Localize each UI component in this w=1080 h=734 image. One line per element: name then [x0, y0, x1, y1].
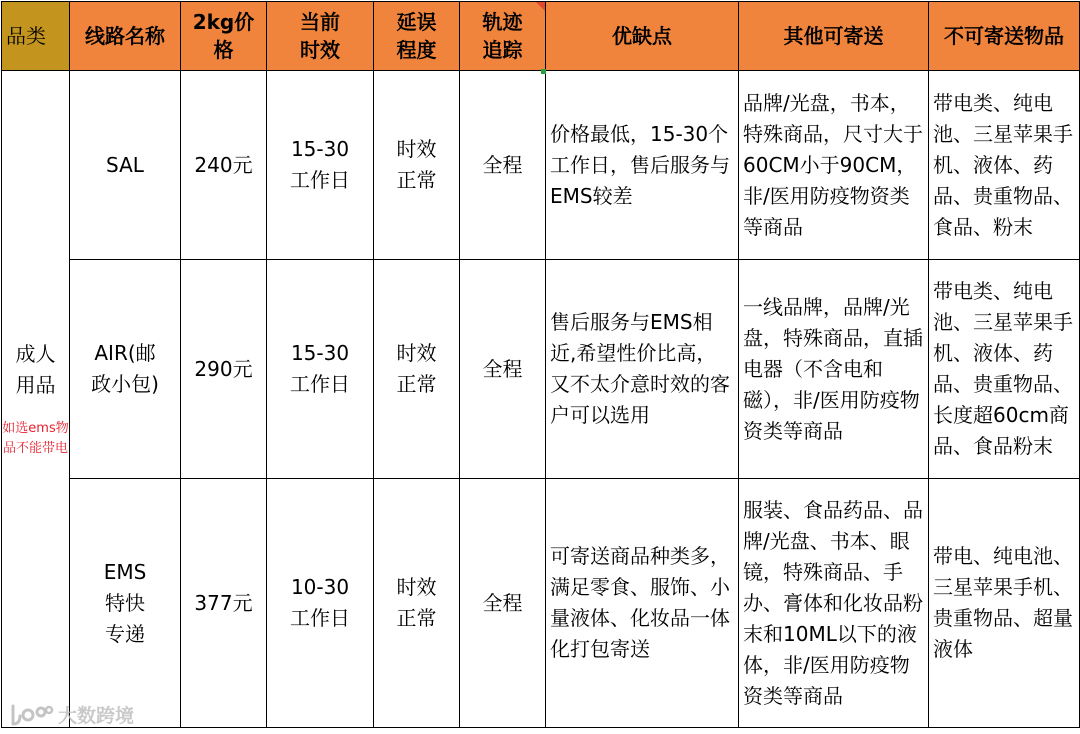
- forbidden-cell: 带电、纯电池、三星苹果手机、贵重物品、超量液体: [929, 479, 1080, 728]
- time-cell: 15-30 工作日: [267, 71, 374, 260]
- forbidden-cell: 带电类、纯电池、三星苹果手机、液体、药品、贵重物品、长度超60cm商品、食品粉末: [929, 260, 1080, 479]
- route-cell: EMS 特快 专递: [70, 479, 181, 728]
- delay-cell: 时效 正常: [374, 479, 460, 728]
- header-delay: 延误 程度: [374, 2, 460, 71]
- brand-logo-icon: [8, 702, 54, 728]
- pros-cell: 可寄送商品种类多，满足零食、服饰、小量液体、化妆品一体化打包寄送: [546, 479, 739, 728]
- header-time: 当前 时效: [267, 2, 374, 71]
- time-cell: 10-30 工作日: [267, 479, 374, 728]
- watermark: [8, 701, 134, 728]
- pros-cell: 售后服务与EMS相近,希望性价比高，又不太介意时效的客户可以选用: [546, 260, 739, 479]
- price-cell: 240元: [181, 71, 267, 260]
- time-cell: 15-30 工作日: [267, 260, 374, 479]
- table-row: [2, 260, 1080, 479]
- delay-cell: 时效 正常: [374, 260, 460, 479]
- table-row: [2, 479, 1080, 728]
- cell-marker: [541, 69, 546, 74]
- tracking-cell: 全程: [460, 260, 546, 479]
- price-cell: 377元: [181, 479, 267, 728]
- price-cell: 290元: [181, 260, 267, 479]
- tracking-cell: 全程: [460, 479, 546, 728]
- header-other-allowed: 其他可寄送: [739, 2, 929, 71]
- table-row: [2, 71, 1080, 260]
- header-route: 线路名称: [70, 2, 181, 71]
- other-allowed-cell: 服装、食品药品、品牌/光盘、书本、眼镜，特殊商品、手办、膏体和化妆品粉末和10ML以下的液体，非/医用防疫物资类等商品: [739, 479, 929, 728]
- header-pros-cons: 优缺点: [546, 2, 739, 71]
- route-cell: SAL: [70, 71, 181, 260]
- other-allowed-cell: 品牌/光盘，书本，特殊商品，尺寸大于60CM小于90CM，非/医用防疫物资类等商品: [739, 71, 929, 260]
- header-category: 品类: [2, 2, 70, 71]
- forbidden-cell: 带电类、纯电池、三星苹果手机、液体、药品、贵重物品、食品、粉末: [929, 71, 1080, 260]
- watermark-text: 大数跨境: [58, 705, 135, 727]
- shipping-routes-table: [1, 1, 1080, 728]
- delay-cell: 时效 正常: [374, 71, 460, 260]
- pros-cell: 价格最低，15-30个工作日，售后服务与EMS较差: [546, 71, 739, 260]
- tracking-cell: 全程: [460, 71, 546, 260]
- header-price: 2kg价 格: [181, 2, 267, 71]
- header-tracking: 轨迹 追踪: [460, 2, 546, 71]
- route-cell: AIR(邮 政小包): [70, 260, 181, 479]
- header-forbidden: 不可寄送物品: [929, 2, 1080, 71]
- category-note: 如选ems物品不能带电: [2, 421, 69, 456]
- category-cell: 成人 用品 如选ems物品不能带电: [2, 71, 70, 728]
- header-row: [2, 2, 1080, 71]
- other-allowed-cell: 一线品牌，品牌/光盘，特殊商品，直插电器（不含电和磁），非/医用防疫物资类等商品: [739, 260, 929, 479]
